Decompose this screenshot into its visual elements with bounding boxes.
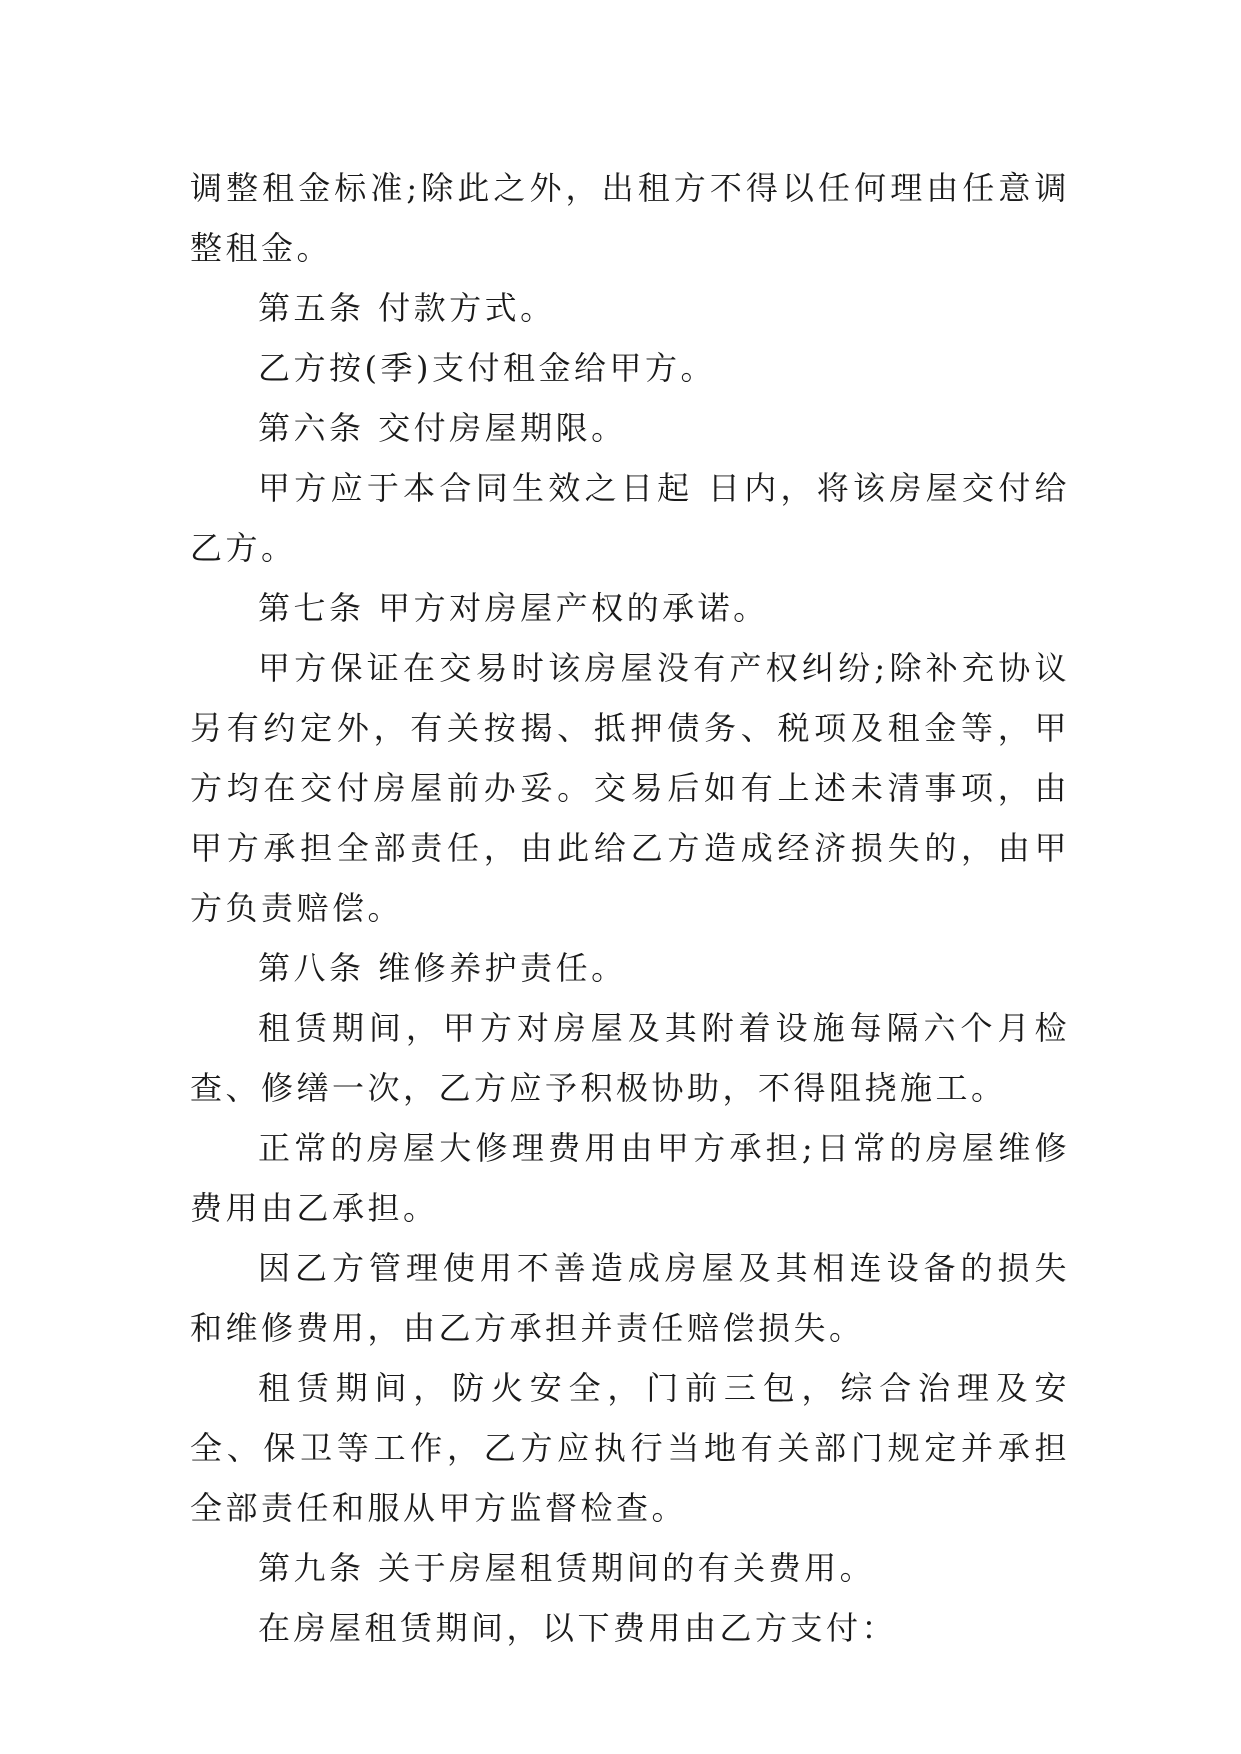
paragraph-safety-duties: 租赁期间，防火安全，门前三包，综合治理及安全、保卫等工作，乙方应执行当地有关部门规定并承担全部责任和服从甲方监督检查。 <box>190 1369 1070 1527</box>
document-body <box>190 158 1070 1658</box>
paragraph-repair-costs: 正常的房屋大修理费用由甲方承担;日常的房屋维修费用由乙承担。 <box>190 1129 1070 1227</box>
paragraph-tenant-fees: 在房屋租赁期间，以下费用由乙方支付： <box>258 1609 898 1647</box>
article-8-heading: 第八条 维修养护责任。 <box>258 949 627 987</box>
paragraph-property-rights-commitment: 甲方保证在交易时该房屋没有产权纠纷;除补充协议另有约定外，有关按揭、抵押债务、税项及租金等，甲方均在交付房屋前办妥。交易后如有上述未清事项，由甲方承担全部责任，由此给乙方造成经济损失的，由甲方负责赔偿。 <box>190 649 1070 927</box>
article-9-heading: 第九条 关于房屋租赁期间的有关费用。 <box>258 1549 876 1587</box>
paragraph-payment-method: 乙方按(季)支付租金给甲方。 <box>258 349 716 387</box>
paragraph-rent-adjustment-continued: 调整租金标准;除此之外，出租方不得以任何理由任意调整租金。 <box>190 169 1070 267</box>
paragraph-delivery-term: 甲方应于本合同生效之日起 日内，将该房屋交付给乙方。 <box>190 469 1070 567</box>
article-7-heading: 第七条 甲方对房屋产权的承诺。 <box>258 589 769 627</box>
article-5-heading: 第五条 付款方式。 <box>258 289 556 327</box>
paragraph-tenant-damage: 因乙方管理使用不善造成房屋及其相连设备的损失和维修费用，由乙方承担并责任赔偿损失。 <box>190 1249 1070 1347</box>
paragraph-inspection-repair: 租赁期间，甲方对房屋及其附着设施每隔六个月检查、修缮一次，乙方应予积极协助，不得阻挠施工。 <box>190 1009 1070 1107</box>
article-6-heading: 第六条 交付房屋期限。 <box>258 409 627 447</box>
